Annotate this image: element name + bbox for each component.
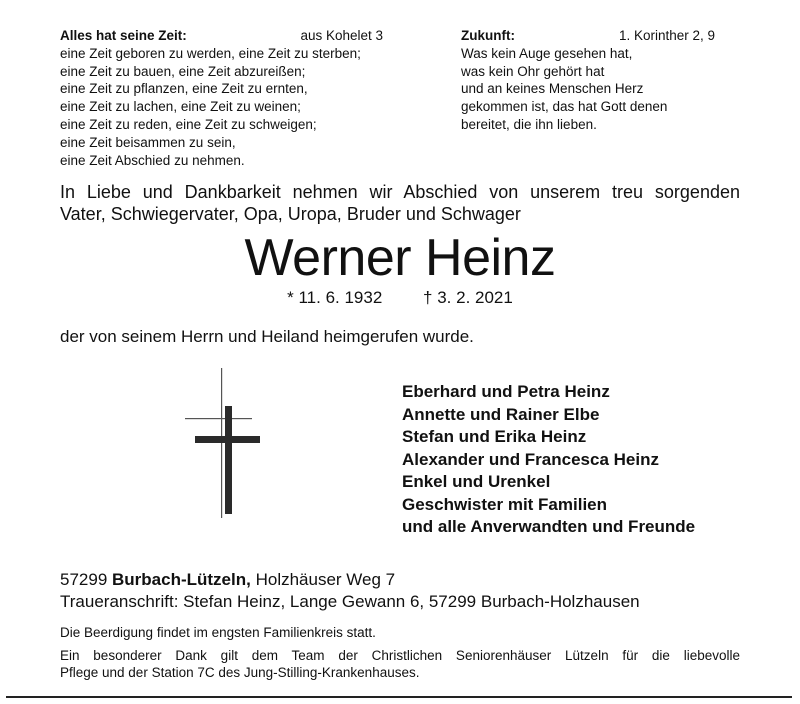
mourning-address: Traueranschrift: Stefan Heinz, Lange Gewann 6, 57299 Burbach-Holzhausen xyxy=(60,592,640,611)
mourner-entry: Annette und Rainer Elbe xyxy=(402,404,600,424)
deceased-name: Werner Heinz xyxy=(244,229,556,287)
verse-line: eine Zeit zu reden, eine Zeit zu schweigen; xyxy=(60,116,317,132)
mourner-entry: Stefan und Erika Heinz xyxy=(402,427,587,446)
mourners-list xyxy=(402,381,695,539)
verse-line: Was kein Auge gesehen hat, xyxy=(461,45,633,61)
street: Holzhäuser Weg 7 xyxy=(255,570,396,589)
called-home-text: der von seinem Herrn und Heiland heimgerufen wurde. xyxy=(60,327,474,346)
home-address xyxy=(60,569,640,591)
verse-line: eine Zeit geboren zu werden, eine Zeit zu sterben; xyxy=(60,45,361,61)
verse-kohelet xyxy=(60,27,383,169)
verse-line: eine Zeit Abschied zu nehmen. xyxy=(60,152,245,168)
mourner-entry: und alle Anverwandten und Freunde xyxy=(402,517,696,536)
birth-date: * 11. 6. 1932 xyxy=(287,288,383,307)
verse-heading: Alles hat seine Zeit: xyxy=(60,28,187,43)
mourner-entry: Geschwister mit Familien xyxy=(402,494,608,514)
verse-source: aus Kohelet 3 xyxy=(300,28,383,43)
verse-header xyxy=(60,27,383,45)
life-dates xyxy=(0,288,800,308)
thanks-line-1: Ein besonderer Dank gilt dem Team der Christlichen Seniorenhäuser Lützeln für die liebevolle xyxy=(60,648,740,663)
verse-line: was kein Ohr gehört hat xyxy=(461,63,605,79)
intro-line-2: Vater, Schwiegervater, Opa, Uropa, Bruder und Schwager xyxy=(60,204,521,224)
verse-line: eine Zeit zu bauen, eine Zeit abzureißen; xyxy=(60,63,306,79)
verse-line: und an keines Menschen Herz xyxy=(461,81,644,97)
intro-line-1: In Liebe und Dankbarkeit nehmen wir Abschied von unserem treu sorgenden xyxy=(60,182,740,202)
postcode: 57299 xyxy=(60,570,108,589)
verse-line: eine Zeit zu lachen, eine Zeit zu weinen; xyxy=(60,99,301,115)
mourner-entry: Eberhard und Petra Heinz xyxy=(402,382,610,401)
cross-icon xyxy=(185,368,265,518)
verse-korinther xyxy=(461,27,715,134)
verse-source: 1. Korinther 2, 9 xyxy=(618,28,715,43)
verse-header xyxy=(461,27,715,45)
thanks-line-2: Pflege und der Station 7C des Jung-Stilling-Krankenhauses. xyxy=(60,665,420,680)
verse-heading: Zukunft: xyxy=(461,28,515,43)
address-block xyxy=(60,569,640,613)
verse-line: bereitet, die ihn lieben. xyxy=(461,116,597,132)
town: Burbach-Lützeln, xyxy=(112,570,251,589)
funeral-note: Die Beerdigung findet im engsten Familienkreis statt. xyxy=(60,625,376,640)
verse-line: gekommen ist, das hat Gott denen xyxy=(461,99,668,115)
intro-text xyxy=(60,181,740,225)
mourner-entry: Alexander und Francesca Heinz xyxy=(402,449,659,469)
verse-line: eine Zeit zu pflanzen, eine Zeit zu ernten, xyxy=(60,81,308,97)
death-date: † 3. 2. 2021 xyxy=(423,288,513,307)
notes-block xyxy=(60,624,740,681)
mourner-entry: Enkel und Urenkel xyxy=(402,472,551,491)
verse-line: eine Zeit beisammen zu sein, xyxy=(60,134,236,150)
